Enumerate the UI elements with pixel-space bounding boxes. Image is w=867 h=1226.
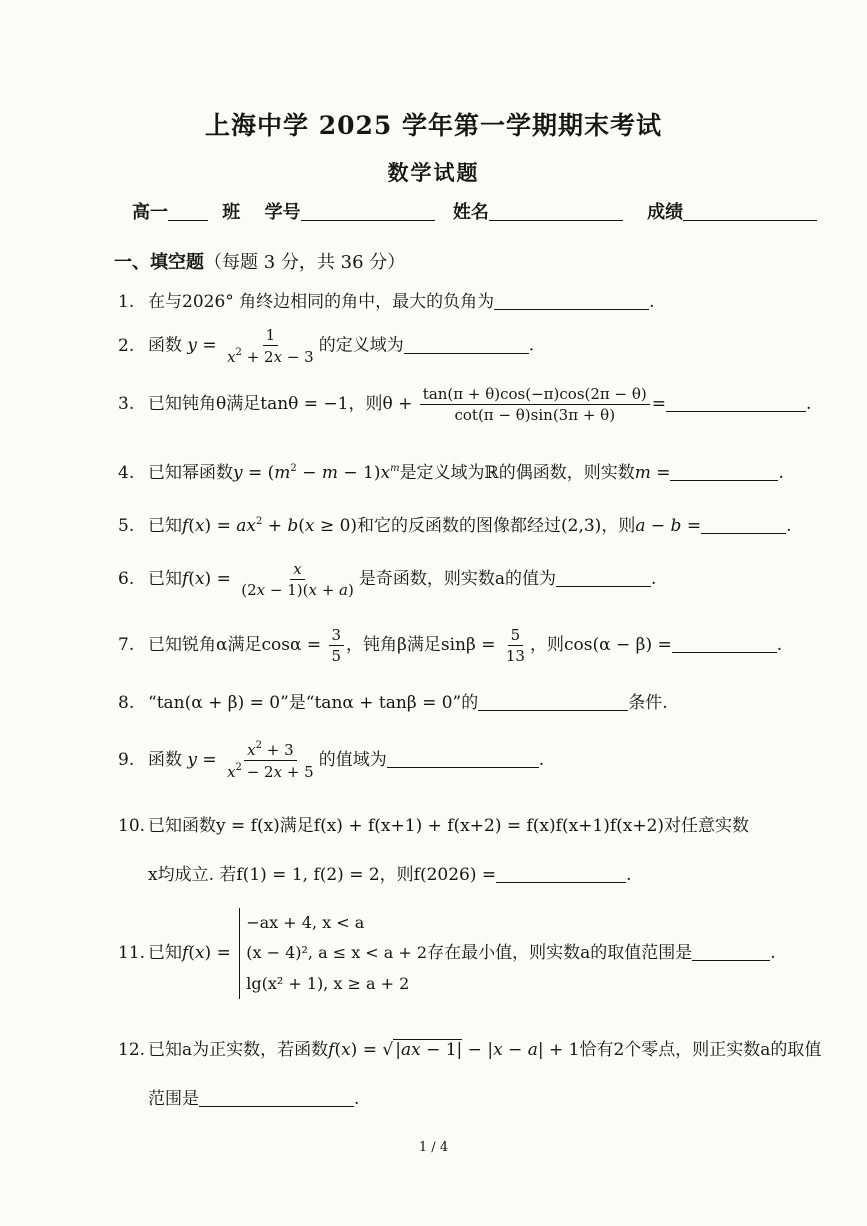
- exam-subtitle: 数学试题: [387, 160, 480, 185]
- question-10-line-2: x均成立. 若f(1) = 1, f(2) = 2，则f(2026) = .: [148, 865, 632, 885]
- answer-blank[interactable]: [387, 749, 539, 768]
- page-number: 1 / 4: [418, 1140, 449, 1155]
- score-label: 成绩: [647, 202, 684, 223]
- question-4: 4. 已知幂函数$y = (m^2 - m - 1)x^m$是定义域为ℝ的偶函数，则实数m = .: [118, 463, 784, 483]
- question-8: 8. “tan(α + β) = 0”是“tanα + tanβ = 0”的 条件.: [118, 693, 668, 713]
- fraction: $\frac{3}{5}$: [329, 626, 345, 665]
- piecewise-function: −ax + 4, x < a (x − 4)², a ≤ x < a + 2 lg(x² + 1), x ≥ a + 2: [239, 908, 427, 999]
- fraction: $\frac{1}{x^2 + 2x - 3}$: [227, 326, 314, 366]
- question-2: 2. 函数 y = $\frac{1}{x^2 + 2x - 3}$ 的定义域为 .: [118, 326, 535, 366]
- fraction: $\frac{\tan(\pi + \theta)\cos(-\pi)\cos(2\pi - \theta)}{\cot(\pi - \theta)\sin(3\pi + \theta)}$: [420, 385, 650, 424]
- score-blank[interactable]: [683, 202, 817, 221]
- question-5: 5. 已知$f(x) = ax^2 + b(x \ge 0)$和它的反函数的图像都经过(2,3)，则a − b = .: [118, 516, 792, 536]
- answer-blank[interactable]: [496, 864, 626, 883]
- question-3: 3. 已知钝角θ满足tanθ = −1，则θ + $\frac{\tan(\pi + \theta)\cos(-\pi)\cos(2\pi - \theta)}{\cot(\pi - \theta)\sin(3\pi + \theta)}$ = .: [118, 385, 812, 424]
- section-note: （每题 3 分，共 36 分）: [204, 252, 406, 273]
- answer-blank[interactable]: [672, 634, 777, 653]
- id-label: 学号: [264, 202, 301, 223]
- question-12-line-2: 范围是 .: [148, 1089, 360, 1109]
- answer-blank[interactable]: [666, 393, 806, 412]
- id-blank[interactable]: [301, 202, 435, 221]
- question-11: 11. 已知f(x) = −ax + 4, x < a (x − 4)², a ≤ x < a + 2 lg(x² + 1), x ≥ a + 2 存在最小值，则实数a的取值范围是 .: [118, 908, 776, 999]
- name-blank[interactable]: [489, 202, 623, 221]
- name-label: 姓名: [452, 202, 489, 223]
- section-title: 一、填空题: [114, 252, 204, 273]
- fraction: $\frac{5}{13}$: [505, 626, 525, 665]
- student-info-line: [132, 198, 817, 224]
- answer-blank[interactable]: [701, 515, 786, 534]
- answer-blank[interactable]: [670, 462, 778, 481]
- class-blank[interactable]: [168, 202, 208, 221]
- answer-blank[interactable]: [692, 942, 770, 961]
- answer-blank[interactable]: [478, 692, 628, 711]
- answer-blank[interactable]: [494, 291, 649, 310]
- grade-label: 高一: [132, 202, 168, 223]
- question-9: 9. 函数 y = $\frac{x^2 + 3}{x^2 - 2x + 5}$ 的值域为 .: [118, 740, 545, 781]
- question-6: 6. 已知f(x) = $\frac{x}{(2x - 1)(x + a)}$ 是奇函数，则实数a的值为 .: [118, 560, 657, 599]
- answer-blank[interactable]: [199, 1088, 354, 1107]
- answer-blank[interactable]: [404, 335, 529, 354]
- exam-title: 上海中学 2025 学年第一学期期末考试: [205, 111, 662, 140]
- fraction: $\frac{x^2 + 3}{x^2 - 2x + 5}$: [227, 740, 314, 781]
- class-label: 班: [222, 202, 241, 223]
- fraction: $\frac{x}{(2x - 1)(x + a)}$: [241, 560, 354, 599]
- question-7: 7. 已知锐角α满足cosα = $\frac{3}{5}$ ，钝角β满足sinβ = $\frac{5}{13}$ ，则cos(α − β) = .: [118, 626, 783, 665]
- question-1: 1. 在与2026° 角终边相同的角中，最大的负角为 .: [118, 292, 655, 312]
- question-10: 10. 已知函数y = f(x)满足f(x) + f(x+1) + f(x+2) = f(x)f(x+1)f(x+2)对任意实数: [118, 816, 750, 836]
- answer-blank[interactable]: [556, 568, 651, 587]
- question-12: 12. 已知a为正实数，若函数f(x) = √ |ax − 1| − |x − a| + 1恰有2个零点，则正实数a的取值: [118, 1040, 822, 1060]
- section-heading: [114, 248, 405, 274]
